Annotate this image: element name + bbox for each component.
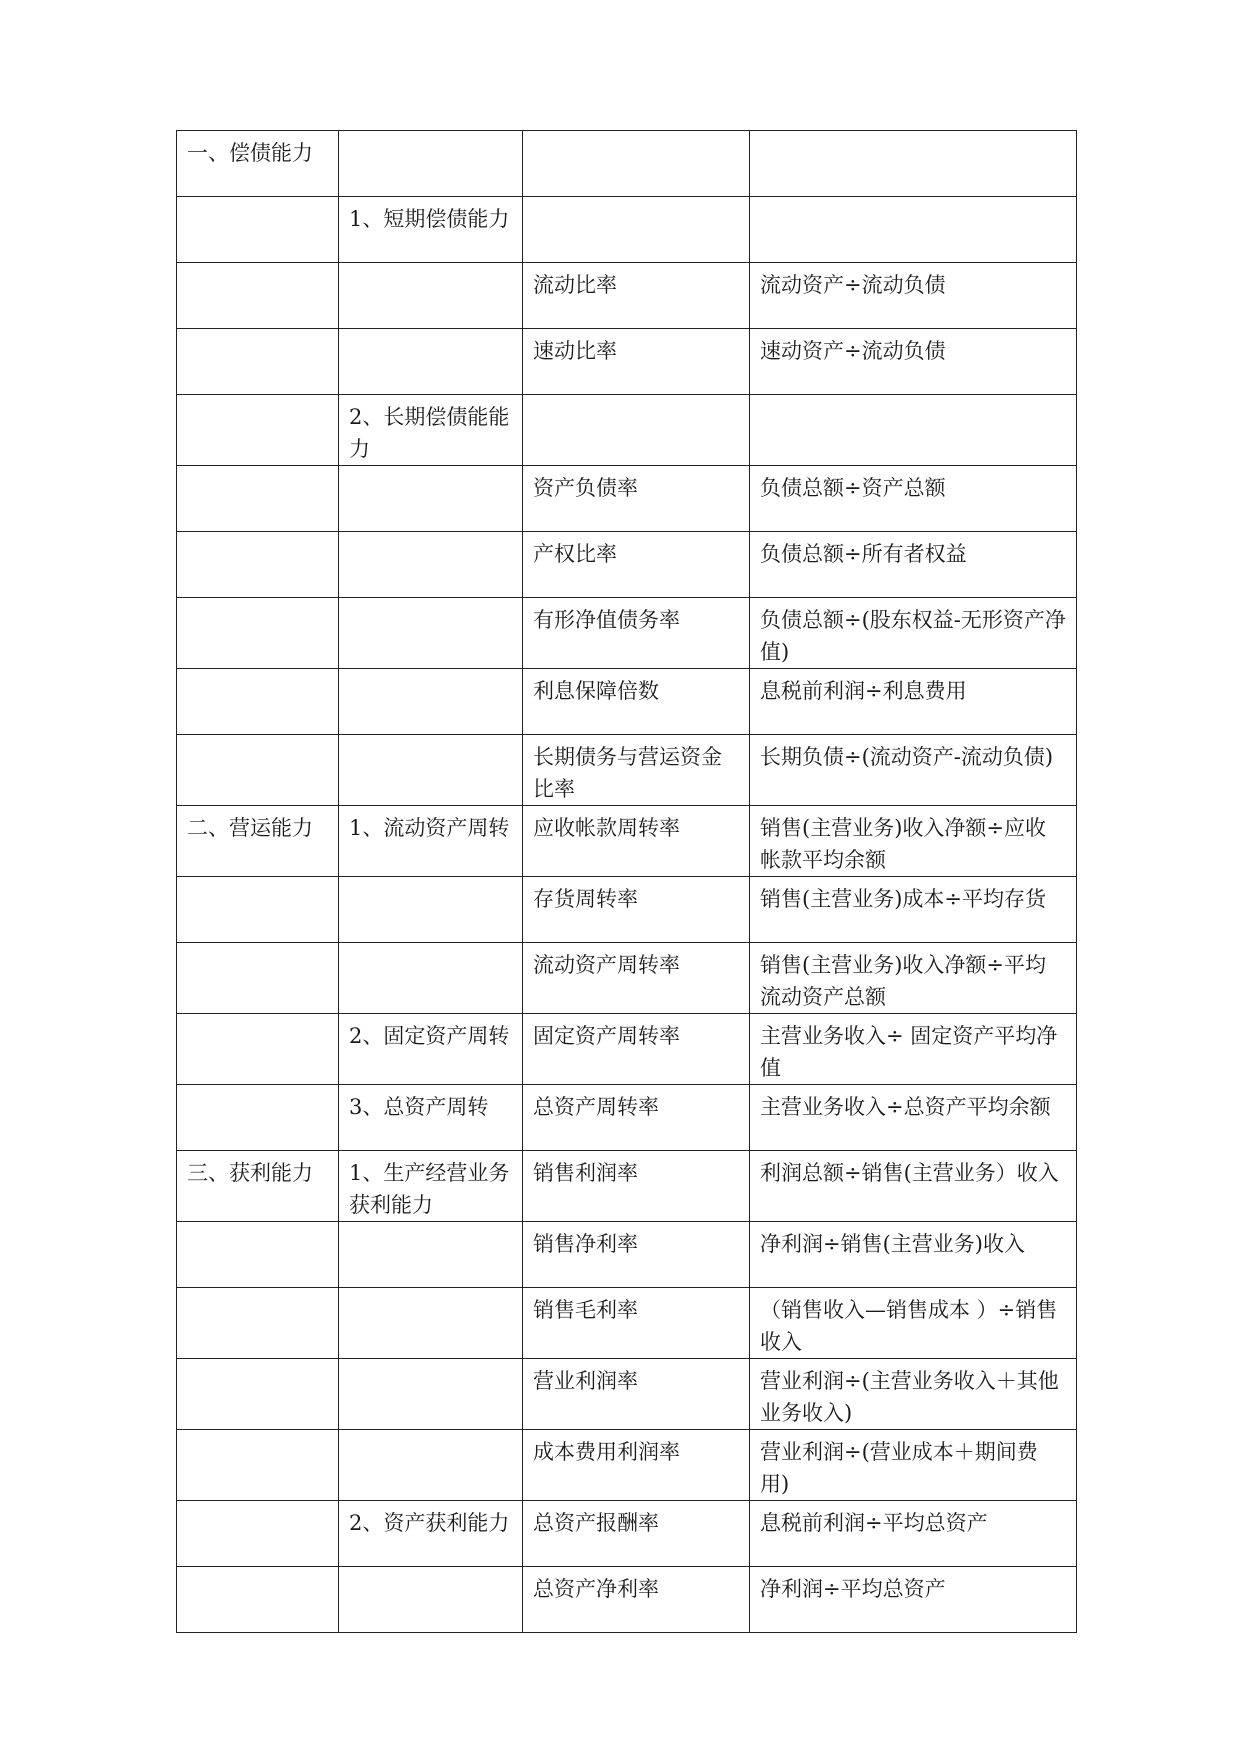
- table-row: [177, 1222, 1077, 1288]
- table-row: [177, 1567, 1077, 1633]
- formula-cell: 利润总额÷销售(主营业务）收入: [750, 1151, 1077, 1222]
- category-cell: [177, 669, 339, 735]
- category-cell: [177, 1430, 339, 1501]
- ratio-name-cell: 长期债务与营运资金比率: [523, 735, 750, 806]
- category-cell: [177, 1359, 339, 1430]
- formula-cell: 息税前利润÷平均总资产: [750, 1501, 1077, 1567]
- ratio-name-cell: 流动比率: [523, 263, 750, 329]
- formula-cell: 负债总额÷(股东权益-无形资产净值): [750, 598, 1077, 669]
- category-cell: 三、获利能力: [177, 1151, 339, 1222]
- formula-cell: 负债总额÷资产总额: [750, 466, 1077, 532]
- table-row: [177, 532, 1077, 598]
- subcategory-cell: [339, 131, 523, 197]
- ratio-name-cell: 总资产周转率: [523, 1085, 750, 1151]
- subcategory-cell: 1、短期偿债能力: [339, 197, 523, 263]
- subcategory-cell: [339, 598, 523, 669]
- subcategory-cell: [339, 1567, 523, 1633]
- ratio-name-cell: 流动资产周转率: [523, 943, 750, 1014]
- formula-cell: （销售收入—销售成本 ）÷销售收入: [750, 1288, 1077, 1359]
- subcategory-cell: 3、总资产周转: [339, 1085, 523, 1151]
- subcategory-cell: [339, 466, 523, 532]
- ratio-name-cell: 销售毛利率: [523, 1288, 750, 1359]
- subcategory-cell: [339, 1288, 523, 1359]
- formula-cell: 负债总额÷所有者权益: [750, 532, 1077, 598]
- category-cell: [177, 466, 339, 532]
- ratio-name-cell: 应收帐款周转率: [523, 806, 750, 877]
- ratio-name-cell: 销售净利率: [523, 1222, 750, 1288]
- ratio-name-cell: 速动比率: [523, 329, 750, 395]
- ratio-name-cell: 资产负债率: [523, 466, 750, 532]
- financial-ratio-table: [176, 130, 1077, 1633]
- table-row: [177, 877, 1077, 943]
- table-row: [177, 1085, 1077, 1151]
- formula-cell: [750, 131, 1077, 197]
- formula-cell: 速动资产÷流动负债: [750, 329, 1077, 395]
- formula-cell: 营业利润÷(营业成本＋期间费用): [750, 1430, 1077, 1501]
- table-row: [177, 1151, 1077, 1222]
- category-cell: [177, 1014, 339, 1085]
- formula-cell: [750, 395, 1077, 466]
- formula-cell: 净利润÷平均总资产: [750, 1567, 1077, 1633]
- table-row: [177, 1501, 1077, 1567]
- category-cell: [177, 598, 339, 669]
- table-row: [177, 395, 1077, 466]
- table-row: [177, 943, 1077, 1014]
- formula-cell: 销售(主营业务)收入净额÷应收帐款平均余额: [750, 806, 1077, 877]
- category-cell: [177, 263, 339, 329]
- formula-cell: 息税前利润÷利息费用: [750, 669, 1077, 735]
- category-cell: [177, 395, 339, 466]
- formula-cell: 主营业务收入÷总资产平均余额: [750, 1085, 1077, 1151]
- formula-cell: 营业利润÷(主营业务收入＋其他业务收入): [750, 1359, 1077, 1430]
- ratio-name-cell: 销售利润率: [523, 1151, 750, 1222]
- table-row: [177, 131, 1077, 197]
- ratio-name-cell: 营业利润率: [523, 1359, 750, 1430]
- subcategory-cell: [339, 943, 523, 1014]
- ratio-name-cell: [523, 197, 750, 263]
- subcategory-cell: [339, 532, 523, 598]
- ratio-name-cell: 总资产报酬率: [523, 1501, 750, 1567]
- category-cell: [177, 1501, 339, 1567]
- subcategory-cell: [339, 1359, 523, 1430]
- table-row: [177, 1014, 1077, 1085]
- table-row: [177, 806, 1077, 877]
- ratio-name-cell: 成本费用利润率: [523, 1430, 750, 1501]
- ratio-name-cell: [523, 395, 750, 466]
- table-row: [177, 1288, 1077, 1359]
- category-cell: [177, 329, 339, 395]
- subcategory-cell: [339, 263, 523, 329]
- category-cell: [177, 877, 339, 943]
- table-row: [177, 735, 1077, 806]
- ratio-name-cell: 利息保障倍数: [523, 669, 750, 735]
- table-row: [177, 197, 1077, 263]
- subcategory-cell: 2、长期偿债能能力: [339, 395, 523, 466]
- formula-cell: 长期负债÷(流动资产-流动负债): [750, 735, 1077, 806]
- table-row: [177, 669, 1077, 735]
- subcategory-cell: [339, 877, 523, 943]
- category-cell: [177, 943, 339, 1014]
- category-cell: [177, 1222, 339, 1288]
- category-cell: [177, 735, 339, 806]
- category-cell: [177, 1567, 339, 1633]
- category-cell: 二、营运能力: [177, 806, 339, 877]
- formula-cell: 净利润÷销售(主营业务)收入: [750, 1222, 1077, 1288]
- table-row: [177, 466, 1077, 532]
- subcategory-cell: [339, 735, 523, 806]
- category-cell: 一、偿债能力: [177, 131, 339, 197]
- table-row: [177, 598, 1077, 669]
- table-body: [177, 131, 1077, 1633]
- subcategory-cell: 1、流动资产周转: [339, 806, 523, 877]
- subcategory-cell: [339, 1222, 523, 1288]
- formula-cell: 销售(主营业务)收入净额÷平均流动资产总额: [750, 943, 1077, 1014]
- subcategory-cell: 2、资产获利能力: [339, 1501, 523, 1567]
- ratio-name-cell: 存货周转率: [523, 877, 750, 943]
- formula-cell: 销售(主营业务)成本÷平均存货: [750, 877, 1077, 943]
- table-row: [177, 263, 1077, 329]
- ratio-name-cell: 产权比率: [523, 532, 750, 598]
- subcategory-cell: [339, 669, 523, 735]
- subcategory-cell: [339, 329, 523, 395]
- category-cell: [177, 532, 339, 598]
- formula-cell: [750, 197, 1077, 263]
- ratio-name-cell: 有形净值债务率: [523, 598, 750, 669]
- subcategory-cell: [339, 1430, 523, 1501]
- subcategory-cell: 2、固定资产周转: [339, 1014, 523, 1085]
- category-cell: [177, 1085, 339, 1151]
- category-cell: [177, 1288, 339, 1359]
- category-cell: [177, 197, 339, 263]
- formula-cell: 流动资产÷流动负债: [750, 263, 1077, 329]
- ratio-name-cell: [523, 131, 750, 197]
- ratio-name-cell: 固定资产周转率: [523, 1014, 750, 1085]
- table-row: [177, 1430, 1077, 1501]
- subcategory-cell: 1、生产经营业务获利能力: [339, 1151, 523, 1222]
- formula-cell: 主营业务收入÷ 固定资产平均净值: [750, 1014, 1077, 1085]
- table-row: [177, 1359, 1077, 1430]
- ratio-name-cell: 总资产净利率: [523, 1567, 750, 1633]
- table-row: [177, 329, 1077, 395]
